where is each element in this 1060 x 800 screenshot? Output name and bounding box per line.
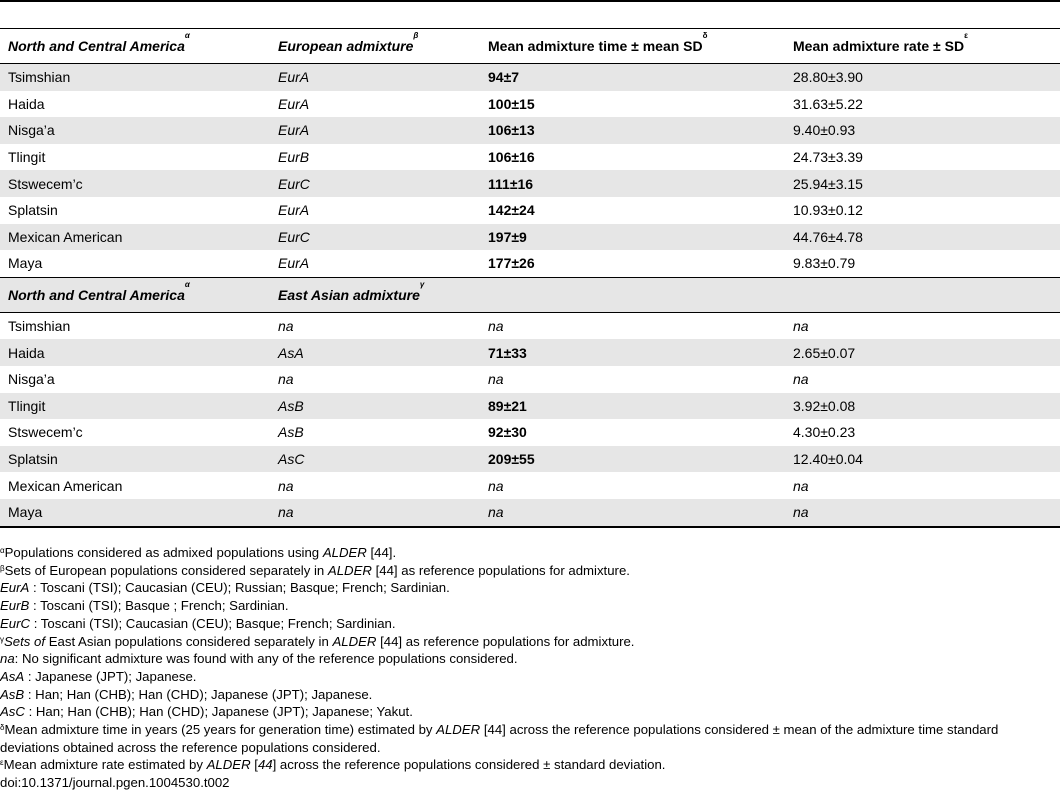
table-top-rule (0, 0, 1060, 2)
cell-time: na (488, 318, 504, 335)
cell-rate: na (793, 477, 809, 494)
footnote-eurc: EurC : Toscani (TSI); Caucasian (CEU); Basque; French; Sardinian. (0, 615, 396, 631)
table-row (0, 224, 1060, 251)
cell-time: 89±21 (480, 393, 785, 420)
cell-admixture: na (278, 477, 294, 494)
admixture-table (0, 28, 1060, 528)
cell-rate: 31.63±5.22 (793, 95, 863, 112)
cell-admixture: na (278, 318, 294, 335)
cell-rate: 9.40±0.93 (785, 117, 1060, 144)
cell-admixture: EurC (270, 170, 480, 197)
cell-population: Maya (0, 499, 270, 527)
cell-rate: 28.80±3.90 (785, 64, 1060, 91)
table-row (0, 144, 1060, 171)
cell-rate: 3.92±0.08 (785, 393, 1060, 420)
cell-rate: 10.93±0.12 (793, 202, 863, 219)
cell-time: 177±26 (488, 255, 535, 272)
table-row (0, 170, 1060, 197)
cell-admixture: EurC (270, 224, 480, 251)
footnote-epsilon: $^\varepsilon$Mean admixture rate estimated by ALDER [44] across the reference populations considered ± standard deviation. (0, 757, 666, 773)
cell-time: 94±7 (480, 64, 785, 91)
cell-rate: 9.83±0.79 (793, 255, 856, 272)
cell-admixture: EurA (278, 202, 310, 219)
cell-admixture: EurA (270, 117, 480, 144)
table-row (0, 197, 1060, 224)
col-header-population: North and Central America$^\alpha$ (0, 277, 270, 312)
cell-admixture: EurA (278, 95, 310, 112)
footnote-eura: EurA : Toscani (TSI); Caucasian (CEU); Russian; Basque; French; Sardinian. (0, 580, 450, 596)
table-row (0, 419, 1060, 446)
cell-admixture: AsC (270, 446, 480, 473)
footnote-alpha: $^\alpha$Populations considered as admixed populations using ALDER [44]. (0, 545, 397, 560)
footnote-beta: $^\beta$Sets of European populations considered separately in ALDER [44] as reference populations for admixture. (0, 562, 630, 578)
cell-rate: 12.40±0.04 (785, 446, 1060, 473)
cell-admixture: na (278, 371, 294, 388)
cell-time: 111±16 (480, 170, 785, 197)
cell-admixture: EurB (278, 149, 310, 166)
footnote-na: na: No significant admixture was found with any of the reference populations considered. (0, 651, 518, 667)
cell-population: Stswecem’c (0, 170, 270, 197)
cell-population: Tsimshian (8, 318, 71, 335)
table-row (0, 117, 1060, 144)
cell-population: Splatsin (8, 202, 58, 219)
cell-admixture: EurA (278, 255, 310, 272)
cell-rate: 25.94±3.15 (785, 170, 1060, 197)
cell-population: Haida (0, 339, 270, 366)
table-row (0, 366, 1060, 393)
col-header-admixture: East Asian admixture$^\gamma$ (270, 277, 480, 312)
cell-time: 209±55 (480, 446, 785, 473)
footnote-delta: $^\delta$Mean admixture time in years (25 years for generation time) estimated by ALDER [44] across the reference populations considered ± mean of the admixture time standard deviations obtained across the reference populations considered. (0, 722, 999, 755)
cell-admixture: AsB (278, 424, 304, 441)
cell-population: Mexican American (8, 477, 123, 494)
cell-population: Mexican American (0, 224, 270, 251)
cell-time: 92±30 (488, 424, 527, 441)
table-row (0, 339, 1060, 366)
table-row (0, 472, 1060, 499)
cell-rate: na (785, 499, 1060, 527)
cell-time: 106±13 (480, 117, 785, 144)
cell-admixture: EurA (270, 64, 480, 91)
cell-time: 106±16 (488, 149, 535, 166)
table-row (0, 250, 1060, 277)
cell-rate: 44.76±4.78 (785, 224, 1060, 251)
col-header-admixture: European admixture$^\beta$ (270, 29, 480, 64)
cell-rate: 24.73±3.39 (793, 149, 863, 166)
cell-time: na (480, 499, 785, 527)
cell-time: 100±15 (488, 95, 535, 112)
footnote-asa: AsA : Japanese (JPT); Japanese. (0, 668, 197, 684)
cell-population: Haida (8, 95, 45, 112)
cell-admixture: AsA (270, 339, 480, 366)
table-row (0, 91, 1060, 118)
doi-link[interactable]: doi:10.1371/journal.pgen.1004530.t002 (0, 775, 230, 791)
cell-population: Tsimshian (0, 64, 270, 91)
cell-population: Stswecem’c (8, 424, 83, 441)
header-row-east-asian (0, 277, 1060, 312)
cell-time: 197±9 (480, 224, 785, 251)
cell-time: na (488, 371, 504, 388)
data-table (0, 29, 1060, 528)
cell-rate: 4.30±0.23 (793, 424, 856, 441)
col-header-time: Mean admixture time ± mean $SD^\delta$ (480, 29, 785, 64)
cell-population: Tlingit (8, 149, 46, 166)
cell-time: 71±33 (480, 339, 785, 366)
table-row (0, 312, 1060, 339)
table-footnotes (0, 544, 1060, 792)
cell-population: Splatsin (0, 446, 270, 473)
cell-population: Maya (8, 255, 43, 272)
cell-admixture: na (270, 499, 480, 527)
footnote-asc: AsC : Han; Han (CHB); Han (CHD); Japanese (JPT); Japanese; Yakut. (0, 704, 413, 720)
table-row (0, 393, 1060, 420)
cell-admixture: AsB (270, 393, 480, 420)
table-row (0, 446, 1060, 473)
footnote-asb: AsB : Han; Han (CHB); Han (CHD); Japanese (JPT); Japanese. (0, 686, 373, 702)
cell-rate: na (793, 371, 809, 388)
cell-time: na (488, 477, 504, 494)
cell-population: Nisga’a (0, 117, 270, 144)
cell-rate: 2.65±0.07 (785, 339, 1060, 366)
col-header-empty (785, 277, 1060, 312)
cell-population: Tlingit (0, 393, 270, 420)
cell-population: Nisga’a (8, 371, 55, 388)
header-row-european (0, 29, 1060, 64)
col-header-rate: Mean admixture rate ± $SD^\varepsilon$ (785, 29, 1060, 64)
col-header-empty (480, 277, 785, 312)
table-row (0, 64, 1060, 91)
cell-time: 142±24 (488, 202, 535, 219)
cell-rate: na (793, 318, 809, 335)
footnote-gamma: $^\gamma$Sets of East Asian populations considered separately in ALDER [44] as reference populations for admixture. (0, 633, 635, 649)
col-header-population: North and Central America$^\alpha$ (0, 29, 270, 64)
table-row (0, 499, 1060, 527)
footnote-eurb: EurB : Toscani (TSI); Basque ; French; Sardinian. (0, 598, 289, 614)
